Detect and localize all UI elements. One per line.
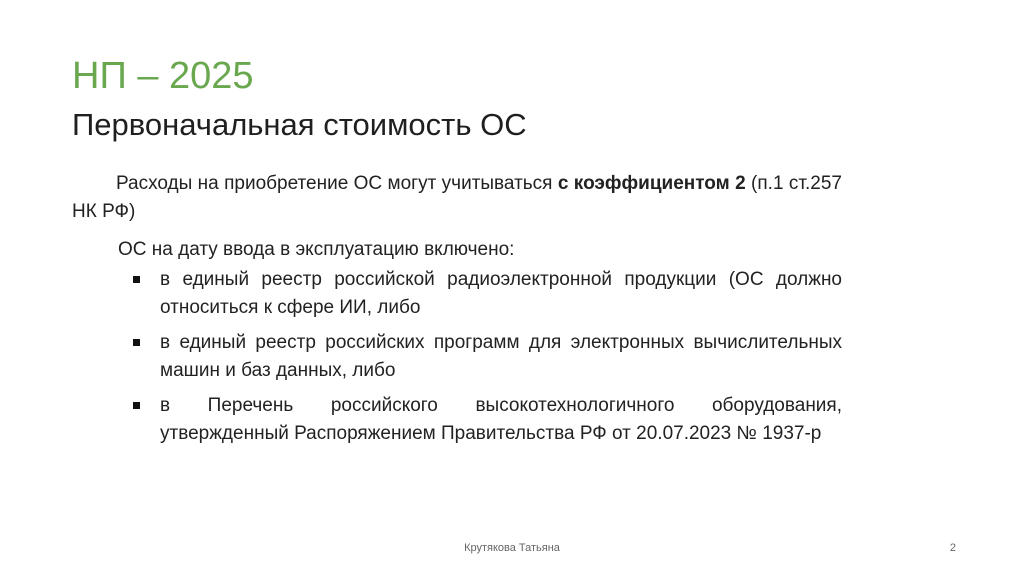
slide-subtitle: Первоначальная стоимость ОС — [72, 107, 527, 142]
footer-author: Крутякова Татьяна — [464, 542, 560, 554]
registry-intro-paragraph: ОС на дату ввода в эксплуатацию включено: — [118, 239, 515, 260]
paragraph-text-start: Расходы на приобретение ОС могут учитываться — [116, 173, 558, 194]
list-item-text: в единый реестр российских программ для электронных вычислительных машин и баз данных, либо — [160, 332, 842, 381]
list-item — [160, 392, 842, 448]
paragraph-text-end: (п.1 ст.257 НК РФ) — [72, 173, 842, 222]
list-item-text: в Перечень российского высокотехнологичного оборудования, утвержденный Распоряжением Правительства РФ от 20.07.2023 № 1937-р — [160, 395, 842, 444]
list-item — [160, 329, 842, 385]
square-bullet-icon — [133, 402, 140, 409]
slide-title: НП – 2025 — [72, 55, 254, 97]
square-bullet-icon — [133, 339, 140, 346]
list-item-text: в единый реестр российской радиоэлектронной продукции (ОС должно относиться к сфере ИИ, либо — [160, 269, 842, 318]
coefficient-emphasis: с коэффициентом 2 — [557, 173, 746, 194]
slide-content — [72, 170, 842, 455]
expense-coefficient-paragraph — [72, 170, 842, 226]
registry-list — [72, 266, 842, 448]
square-bullet-icon — [133, 276, 140, 283]
list-item — [160, 266, 842, 322]
page-number: 2 — [949, 542, 956, 554]
